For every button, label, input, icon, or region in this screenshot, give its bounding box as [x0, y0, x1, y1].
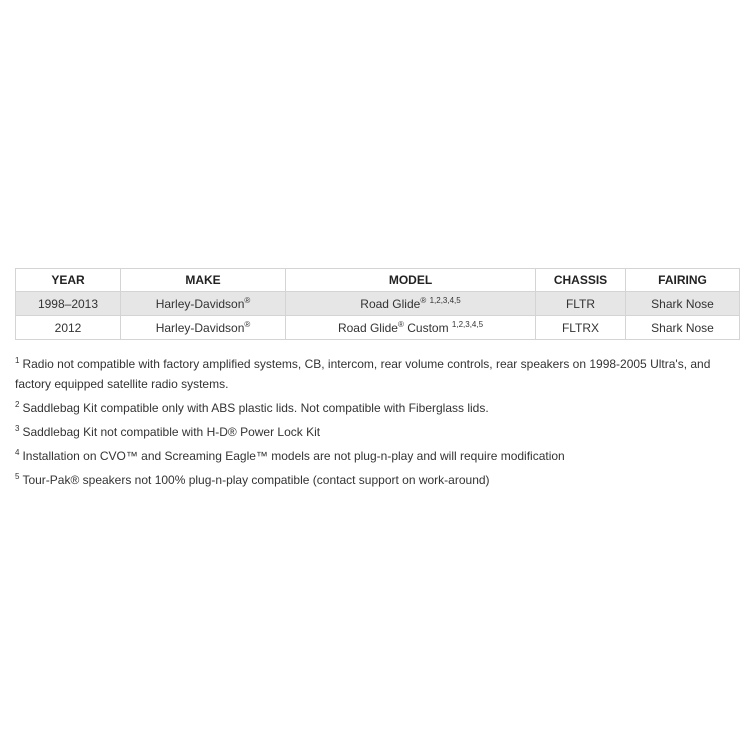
header-fairing: FAIRING: [626, 269, 740, 292]
footnote-number: 5: [15, 472, 20, 481]
footnote-text: Tour-Pak® speakers not 100% plug-n-play compatible (contact support on work-around): [22, 473, 490, 487]
cell-fairing: Shark Nose: [626, 316, 740, 340]
registered-mark: ®: [244, 319, 251, 329]
footnote-number: 3: [15, 424, 20, 433]
footnote-2: [15, 398, 735, 418]
header-make: MAKE: [121, 269, 286, 292]
cell-make: [121, 316, 286, 340]
footnote-text: Saddlebag Kit not compatible with H-D® Power Lock Kit: [22, 425, 321, 439]
footnote-number: 1: [15, 356, 20, 365]
footnote-4: [15, 446, 735, 466]
cell-chassis: FLTR: [536, 292, 626, 316]
model-text: Road Glide: [360, 296, 421, 311]
cell-year: 2012: [16, 316, 121, 340]
footnote-1: [15, 354, 735, 394]
footnote-refs: 1,2,3,4,5: [429, 295, 461, 305]
registered-mark: ®: [244, 295, 251, 305]
footnote-number: 4: [15, 448, 20, 457]
header-chassis: CHASSIS: [536, 269, 626, 292]
make-text: Harley-Davidson: [155, 296, 245, 311]
footnote-3: [15, 422, 735, 442]
cell-year: 1998–2013: [16, 292, 121, 316]
header-year: YEAR: [16, 269, 121, 292]
cell-make: [121, 292, 286, 316]
table-row: [16, 316, 740, 340]
footnotes: [15, 354, 735, 494]
model-suffix: Custom: [403, 320, 452, 335]
footnote-text: Radio not compatible with factory amplified systems, CB, intercom, rear volume controls, rear speakers on 1998-2005 Ultra's, and factory equipped satellite radio systems.: [15, 357, 711, 391]
footnote-number: 2: [15, 400, 20, 409]
fitment-table: [15, 268, 740, 340]
footnote-refs: 1,2,3,4,5: [451, 319, 484, 329]
footnote-text: Saddlebag Kit compatible only with ABS plastic lids. Not compatible with Fiberglass lids.: [22, 401, 489, 415]
table-header-row: [16, 269, 740, 292]
cell-model: [286, 316, 536, 340]
header-model: MODEL: [286, 269, 536, 292]
model-text: Road Glide: [337, 320, 398, 335]
cell-chassis: FLTRX: [536, 316, 626, 340]
registered-mark: ®: [420, 295, 427, 305]
registered-mark: ®: [397, 319, 404, 329]
cell-model: [286, 292, 536, 316]
make-text: Harley-Davidson: [155, 320, 245, 335]
footnote-text: Installation on CVO™ and Screaming Eagle™ models are not plug-n-play and will require modification: [22, 449, 565, 463]
table-row: [16, 292, 740, 316]
cell-fairing: Shark Nose: [626, 292, 740, 316]
footnote-5: [15, 470, 735, 490]
